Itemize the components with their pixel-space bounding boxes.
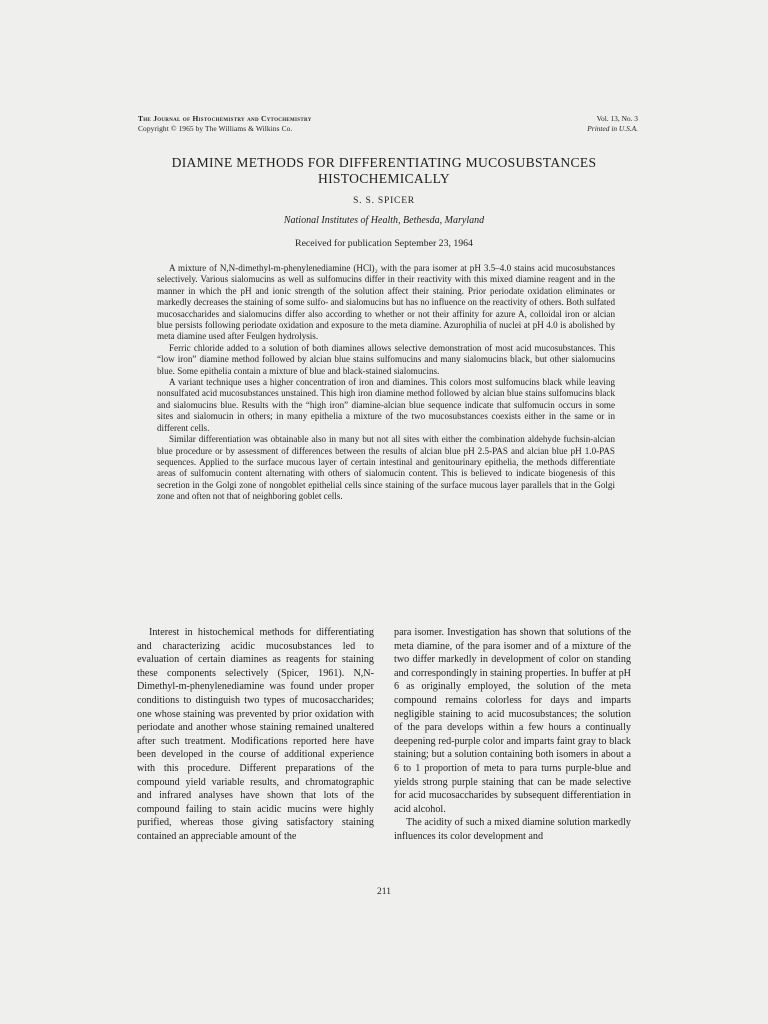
journal-name: The Journal of Histochemistry and Cytochemistry bbox=[138, 114, 312, 123]
page-number: 211 bbox=[377, 887, 391, 897]
author-affiliation: National Institutes of Health, Bethesda, Maryland bbox=[283, 215, 485, 226]
abstract-paragraph: A variant technique uses a higher concentration of iron and diamines. This colors most sulfomucins black while leaving nonsulfated acid mucosubstances unstained. This high iron diamine method followed by alcian blue stains sulfomucins black and sialomucins blue. Results with the “high iron” diamine-alcian blue sequence indicate that sulfomucin occurs in some sites and sialomucin in others; in many epithelia a mixture of the two mucosubstances coexists either in the same or in different cells. bbox=[157, 377, 615, 433]
body-paragraph: The acidity of such a mixed diamine solution markedly influences its color development and bbox=[394, 817, 631, 842]
abstract-paragraph: Ferric chloride added to a solution of both diamines allows selective demonstration of most acid mucosubstances. This “low iron” diamine method followed by alcian blue stains sulfomucins and many sialomucins black, but other sialomucins blue. Some epithelia contain a mixture of blue and black-stained sialomucins. bbox=[157, 342, 615, 376]
article-title bbox=[130, 155, 638, 187]
abstract-paragraph: A mixture of N,N-dimethyl-m-phenylenediamine (HCl)₂ with the para isomer at pH 3.5–4.0 stains acid mucosubstances selectively. Various sialomucins as well as sulfomucins differ in their reactivity with this mixed diamine reagent and in the manner in which the pH and ionic strength of the solution affect their staining. Prior periodate oxidation eliminates or markedly decreases the staining of some sulfo- and sialomucins but has no influence on the reactivity of others. Both sulfated mucosaccharides and sialomucins differ also according to whether or not their affinity for azure A, colloidal iron or alcian blue persists following periodate oxidation and exposure to the meta diamine. Azurophilia of nuclei at pH 4.0 is abolished by meta diamine used after Feulgen hydrolysis. bbox=[157, 263, 615, 342]
volume-number: Vol. 13, No. 3 bbox=[596, 114, 638, 123]
body-column-right bbox=[394, 626, 631, 844]
body-column-left bbox=[137, 626, 374, 844]
title-line-2: HISTOCHEMICALLY bbox=[317, 171, 451, 186]
abstract bbox=[157, 263, 615, 503]
copyright-line: Copyright © 1965 by The Williams & Wilkins Co. bbox=[138, 124, 293, 133]
body-paragraph: para isomer. Investigation has shown that solutions of the meta diamine, of the para isomer and of a mixture of the two differ markedly in development of color on standing and correspondingly in staining properties. In buffer at pH 6 as originally employed, the solution of the meta compound remains colorless for days and imparts negligible staining to acid mucosubstances; the solution of the para develops within a few hours a continually deepening red-purple color and imparts faint gray to black staining; but a solution containing both isomers in about a 6 to 1 proportion of meta to para turns purple-blue and yields strong purple staining that can be made selective for acid mucosaccharides by subsequent differentiation in acid alcohol. bbox=[394, 627, 631, 815]
printed-location: Printed in U.S.A. bbox=[587, 124, 638, 133]
title-line-1: DIAMINE METHODS FOR DIFFERENTIATING MUCOSUBSTANCES bbox=[171, 155, 597, 170]
body-paragraph: Interest in histochemical methods for differentiating and characterizing acidic mucosubstances led to evaluation of certain diamines as reagents for staining these components selectively (Spicer, 1961). N,N-Dimethyl-m-phenylenediamine was found under proper conditions to distinguish two types of mucosaccharides; one whose staining was prevented by prior oxidation with periodate and another whose staining remained unaltered after such treatment. Modifications reported here have been developed in the course of additional experience with this procedure. Different preparations of the compound yield variable results, and chromatographic and infrared analyses have shown that lots of the compound failing to stain acidic mucins were highly purified, whereas those giving satisfactory staining contained an appreciable amount of the bbox=[137, 627, 374, 842]
received-date: Received for publication September 23, 1964 bbox=[295, 238, 473, 249]
issue-info bbox=[587, 114, 638, 134]
journal-header bbox=[138, 114, 312, 134]
abstract-paragraph: Similar differentiation was obtainable also in many but not all sites with either the combination aldehyde fuchsin-alcian blue procedure or by assessment of differences between the results of alcian blue pH 2.5-PAS and alcian blue pH 1.0-PAS sequences. Applied to the surface mucous layer of certain intestinal and genitourinary epithelia, the methods differentiate areas of sulfomucin content alternating with others of sialomucin content. This is believed to indicate biogenesis of this secretion in the Golgi zone of nongoblet epithelial cells since staining of the surface mucous layer parallels that in the Golgi zone and often not that of neighboring goblet cells. bbox=[157, 434, 615, 502]
author-name: S. S. SPICER bbox=[353, 196, 415, 206]
